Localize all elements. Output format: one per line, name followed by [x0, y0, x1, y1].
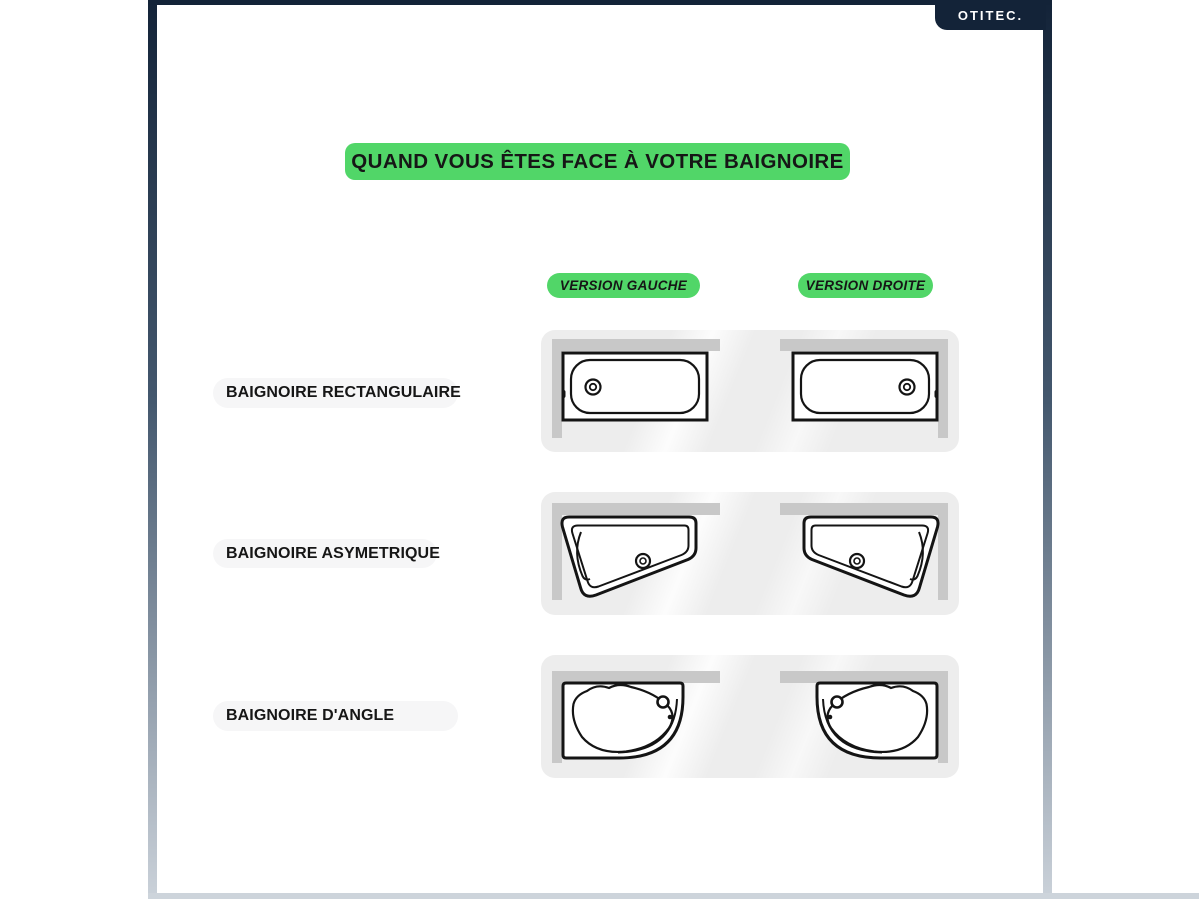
diagram-panel-rectangulaire: [541, 330, 959, 452]
bathtub-corner-left-icon: [541, 655, 750, 778]
diagram-cell-asymetrique-droite: [750, 492, 959, 615]
column-header-version-droite: VERSION DROITE: [798, 273, 933, 298]
column-header-version-gauche: VERSION GAUCHE: [547, 273, 700, 298]
content-card: [157, 5, 1043, 893]
row-label-baignoire-asymetrique: BAIGNOIRE ASYMETRIQUE: [213, 539, 437, 568]
diagram-cell-dangle-gauche: [541, 655, 750, 778]
bathtub-corner-right-icon: [750, 655, 959, 778]
row-label-baignoire-rectangulaire: BAIGNOIRE RECTANGULAIRE: [213, 378, 458, 408]
page-title: QUAND VOUS ÊTES FACE À VOTRE BAIGNOIRE: [345, 143, 850, 180]
brand-logo: OTITEC.: [935, 0, 1046, 30]
diagram-panel-asymetrique: [541, 492, 959, 615]
row-label-baignoire-dangle: BAIGNOIRE D'ANGLE: [213, 701, 458, 731]
bathtub-asymmetric-left-icon: [541, 492, 750, 615]
diagram-cell-rectangulaire-gauche: [541, 330, 750, 453]
frame-left-stripe: [148, 0, 157, 893]
frame-bottom-band: [148, 893, 1199, 899]
bathtub-asymmetric-right-icon: [750, 492, 959, 615]
bathtub-rectangular-right-icon: [750, 330, 959, 453]
diagram-cell-rectangulaire-droite: [750, 330, 959, 453]
frame-right-stripe: [1043, 0, 1052, 893]
bathtub-rectangular-left-icon: [541, 330, 750, 453]
diagram-panel-dangle: [541, 655, 959, 778]
diagram-cell-asymetrique-gauche: [541, 492, 750, 615]
diagram-cell-dangle-droite: [750, 655, 959, 778]
